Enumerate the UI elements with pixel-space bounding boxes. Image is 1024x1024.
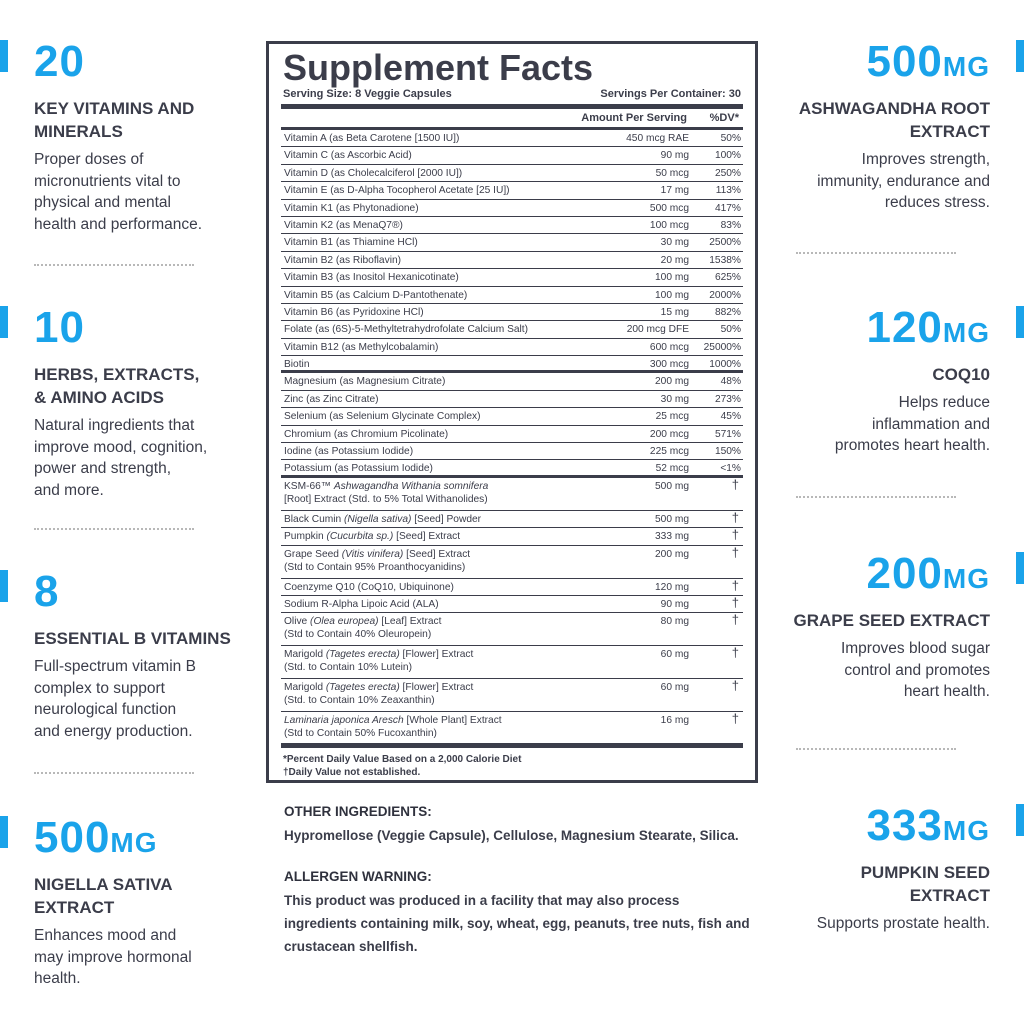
facts-row [281, 269, 743, 286]
facts-row [281, 546, 743, 579]
ingredient-dv: † [731, 509, 739, 525]
ingredient-name: Vitamin C (as Ascorbic Acid) [284, 150, 412, 162]
ingredient-dv: 113% [715, 185, 741, 197]
facts-row [281, 679, 743, 712]
ingredient-name: Vitamin E (as D-Alpha Tocopherol Acetate [25 IU]) [284, 185, 510, 197]
feature-left-1 [0, 37, 240, 235]
feature-left-3 [0, 567, 240, 742]
ingredient-name: Marigold (Tagetes erecta) [Flower] Extract (Std. to Contain 10% Zeaxanthin) [284, 682, 474, 707]
facts-row [281, 391, 743, 408]
facts-row [281, 287, 743, 304]
feature-description: Supports prostate health. [816, 915, 990, 932]
ingredient-amount: 90 mg [660, 150, 689, 162]
feature-number: 500MG [34, 813, 158, 862]
facts-row [281, 426, 743, 443]
ingredient-dv: 250% [714, 167, 741, 179]
ingredient-dv: 882% [714, 306, 741, 318]
feature-number: 333MG [866, 801, 990, 850]
serving-size: Serving Size: 8 Veggie Capsules [283, 88, 452, 100]
ingredient-name: Sodium R-Alpha Lipoic Acid (ALA) [284, 598, 439, 610]
facts-row [281, 460, 743, 477]
ingredient-name: Chromium (as Chromium Picolinate) [284, 428, 449, 440]
ingredient-dv: 50% [720, 133, 741, 144]
feature-description: Improves blood sugar control and promotes heart health. [840, 640, 990, 700]
accent-bar [1016, 552, 1024, 584]
ingredient-name: Biotin [284, 359, 310, 371]
ingredient-amount: 20 mg [660, 254, 689, 266]
facts-row [281, 147, 743, 164]
ingredient-name: Zinc (as Zinc Citrate) [284, 393, 379, 405]
servings-per-container: Servings Per Container: 30 [600, 88, 741, 100]
facts-row [281, 511, 743, 528]
ingredient-name: Black Cumin (Nigella sativa) [Seed] Powder [284, 513, 482, 525]
ingredient-amount: 200 mg [655, 548, 689, 560]
ingredient-name: Vitamin K1 (as Phytonadione) [284, 202, 419, 214]
ingredient-amount: 50 mcg [655, 167, 689, 179]
divider [796, 252, 956, 254]
ingredient-amount: 200 mcg DFE [626, 324, 689, 336]
ingredient-dv: † [731, 527, 739, 543]
feature-number: 8 [34, 567, 60, 616]
ingredient-amount: 333 mg [655, 531, 689, 543]
ingredient-name: Grape Seed (Vitis vinifera) [Seed] Extract (Std to Contain 95% Proanthocyanidins) [284, 548, 471, 573]
facts-row [281, 217, 743, 234]
divider [796, 496, 956, 498]
ingredient-amount: 120 mg [655, 581, 689, 593]
facts-row [281, 712, 743, 745]
ingredient-dv: † [731, 594, 739, 610]
ingredient-amount: 100 mg [655, 289, 689, 301]
feature-description: Improves strength, immunity, endurance and reduces stress. [817, 151, 990, 211]
feature-title: NIGELLA SATIVA EXTRACT [34, 875, 173, 917]
facts-row [281, 356, 743, 373]
ingredient-amount: 200 mg [655, 376, 689, 388]
ingredient-amount: 225 mcg [649, 446, 689, 458]
thick-rule [281, 743, 743, 748]
ingredient-amount: 15 mg [660, 306, 689, 318]
facts-table [281, 130, 743, 745]
ingredient-dv: † [731, 645, 739, 661]
ingredient-dv: 150% [714, 446, 741, 458]
ingredient-dv: 48% [720, 376, 741, 388]
ingredient-amount: 500 mg [655, 480, 689, 492]
ingredient-amount: 100 mcg [649, 219, 689, 231]
ingredient-dv: 273% [714, 393, 741, 405]
facts-title: Supplement Facts [283, 47, 594, 88]
ingredient-dv: 2000% [709, 289, 741, 301]
ingredient-amount: 100 mg [655, 272, 689, 284]
ingredient-dv: † [731, 577, 739, 593]
accent-bar [0, 570, 8, 602]
accent-bar [0, 40, 8, 72]
other-ingredients-text: Hypromellose (Veggie Capsule), Cellulose, Magnesium Stearate, Silica. [284, 828, 739, 843]
ingredient-amount: 30 mg [660, 393, 689, 405]
ingredient-name: Vitamin B2 (as Riboflavin) [284, 254, 402, 266]
ingredient-amount: 300 mcg [649, 359, 689, 371]
thick-rule [281, 104, 743, 109]
accent-bar [0, 816, 8, 848]
feature-right-4 [784, 801, 1024, 935]
ingredient-name: KSM-66™ Ashwagandha Withania somnifera [Root] Extract (Std. to 5% Total Withanolides) [284, 480, 489, 505]
other-info [284, 800, 754, 958]
facts-row [281, 613, 743, 646]
facts-row [281, 579, 743, 596]
ingredient-dv: 25000% [703, 341, 741, 353]
facts-row [281, 234, 743, 251]
facts-row [281, 321, 743, 338]
ingredient-dv: † [731, 678, 739, 694]
serving-info [283, 88, 741, 100]
feature-description: Proper doses of micronutrients vital to physical and mental health and performance. [34, 151, 203, 233]
dv-column-header: %DV* [709, 112, 739, 124]
accent-bar [1016, 804, 1024, 836]
feature-number: 500MG [866, 37, 990, 86]
ingredient-dv: † [731, 544, 739, 560]
divider [796, 748, 956, 750]
feature-number: 120MG [866, 303, 990, 352]
feature-right-3 [784, 549, 1024, 703]
ingredient-amount: 60 mg [660, 649, 689, 661]
ingredient-name: Olive (Olea europea) [Leaf] Extract (Std to Contain 40% Oleuropein) [284, 616, 442, 641]
feature-left-2 [0, 303, 240, 501]
ingredient-name: Pumpkin (Cucurbita sp.) [Seed] Extract [284, 531, 461, 543]
feature-description: Natural ingredients that improve mood, cognition, power and strength, and more. [34, 417, 208, 499]
facts-row [281, 304, 743, 321]
facts-row [281, 478, 743, 511]
facts-row [281, 596, 743, 613]
ingredient-dv: 83% [720, 219, 741, 231]
allergen-text: This product was produced in a facility that may also process ingredients containing milk, soy, wheat, egg, peanuts, tree nuts, fish and crustacean shellfish. [284, 893, 750, 954]
footnotes [283, 753, 521, 779]
ingredient-dv: 571% [714, 428, 741, 440]
amount-column-header: Amount Per Serving [581, 112, 687, 124]
ingredient-name: Vitamin D (as Cholecalciferol [2000 IU]) [284, 167, 463, 179]
facts-row [281, 252, 743, 269]
ingredient-dv: 100% [714, 150, 741, 162]
ingredient-amount: 500 mcg [649, 202, 689, 214]
feature-number: 200MG [866, 549, 990, 598]
ingredient-name: Laminaria japonica Aresch [Whole Plant] Extract (Std to Contain 50% Fucoxanthin) [284, 715, 502, 740]
feature-title: PUMPKIN SEED EXTRACT [860, 863, 990, 905]
ingredient-dv: 50% [720, 324, 741, 336]
ingredient-dv: 625% [714, 272, 741, 284]
ingredient-amount: 200 mcg [649, 428, 689, 440]
ingredient-dv: 45% [720, 411, 741, 423]
footnote-dv: *Percent Daily Value Based on a 2,000 Calorie Diet [283, 754, 522, 765]
ingredient-amount: 80 mg [660, 616, 689, 628]
ingredient-dv: † [731, 711, 739, 727]
feature-right-2 [784, 303, 1024, 457]
ingredient-name: Vitamin B12 (as Methylcobalamin) [284, 341, 439, 353]
ingredient-amount: 450 mcg RAE [626, 133, 689, 144]
ingredient-amount: 600 mcg [649, 341, 689, 353]
ingredient-amount: 500 mg [655, 513, 689, 525]
ingredient-dv: 1000% [709, 359, 741, 371]
ingredient-amount: 90 mg [660, 598, 689, 610]
ingredient-amount: 52 mcg [655, 463, 689, 475]
ingredient-name: Potassium (as Potassium Iodide) [284, 463, 433, 475]
feature-left-4 [0, 813, 240, 990]
ingredient-dv: † [731, 612, 739, 628]
feature-description: Enhances mood and may improve hormonal health. [34, 927, 192, 987]
feature-description: Helps reduce inflammation and promotes heart health. [834, 394, 990, 454]
feature-title: HERBS, EXTRACTS, & AMINO ACIDS [34, 365, 200, 407]
divider [34, 528, 194, 530]
ingredient-dv: <1% [720, 463, 741, 475]
ingredient-name: Vitamin B5 (as Calcium D-Pantothenate) [284, 289, 468, 301]
feature-title: COQ10 [932, 365, 990, 384]
facts-row [281, 130, 743, 147]
ingredient-dv: 417% [714, 202, 741, 214]
ingredient-dv: 1538% [709, 254, 741, 266]
allergen-heading: ALLERGEN WARNING: [284, 869, 432, 884]
divider [34, 772, 194, 774]
facts-row [281, 200, 743, 217]
facts-row [281, 165, 743, 182]
feature-right-1 [784, 37, 1024, 214]
feature-title: ASHWAGANDHA ROOT EXTRACT [798, 99, 990, 141]
ingredient-amount: 16 mg [660, 715, 689, 727]
ingredient-name: Coenzyme Q10 (CoQ10, Ubiquinone) [284, 581, 454, 593]
feature-number: 20 [34, 37, 85, 86]
ingredient-name: Vitamin B6 (as Pyridoxine HCl) [284, 306, 424, 318]
facts-row [281, 373, 743, 390]
footnote-dagger: †Daily Value not established. [283, 767, 421, 778]
feature-title: ESSENTIAL B VITAMINS [34, 629, 231, 648]
feature-title: GRAPE SEED EXTRACT [793, 611, 990, 630]
supplement-facts-panel [266, 41, 758, 783]
facts-row [281, 528, 743, 545]
feature-number: 10 [34, 303, 85, 352]
ingredient-name: Magnesium (as Magnesium Citrate) [284, 376, 446, 388]
ingredient-name: Vitamin K2 (as MenaQ7®) [284, 219, 403, 231]
accent-bar [0, 306, 8, 338]
divider [34, 264, 194, 266]
facts-row [281, 182, 743, 199]
ingredient-amount: 17 mg [660, 185, 689, 197]
facts-row [281, 408, 743, 425]
other-ingredients-heading: OTHER INGREDIENTS: [284, 804, 432, 819]
accent-bar [1016, 306, 1024, 338]
ingredient-name: Vitamin A (as Beta Carotene [1500 IU]) [284, 133, 460, 144]
ingredient-name: Vitamin B3 (as Inositol Hexanicotinate) [284, 272, 459, 284]
ingredient-name: Marigold (Tagetes erecta) [Flower] Extract (Std. to Contain 10% Lutein) [284, 649, 474, 674]
ingredient-amount: 30 mg [660, 237, 689, 249]
ingredient-name: Vitamin B1 (as Thiamine HCl) [284, 237, 418, 249]
feature-description: Full-spectrum vitamin B complex to support neurological function and energy production. [34, 658, 196, 740]
ingredient-dv: 2500% [709, 237, 741, 249]
facts-row [281, 443, 743, 460]
accent-bar [1016, 40, 1024, 72]
ingredient-dv: † [731, 476, 739, 492]
ingredient-amount: 60 mg [660, 682, 689, 694]
ingredient-name: Folate (as (6S)-5-Methyltetrahydrofolate Calcium Salt) [284, 324, 529, 336]
ingredient-name: Iodine (as Potassium Iodide) [284, 446, 414, 458]
feature-title: KEY VITAMINS AND MINERALS [34, 99, 195, 141]
ingredient-name: Selenium (as Selenium Glycinate Complex) [284, 411, 481, 423]
ingredient-amount: 25 mcg [655, 411, 689, 423]
facts-row [281, 339, 743, 356]
facts-row [281, 646, 743, 679]
